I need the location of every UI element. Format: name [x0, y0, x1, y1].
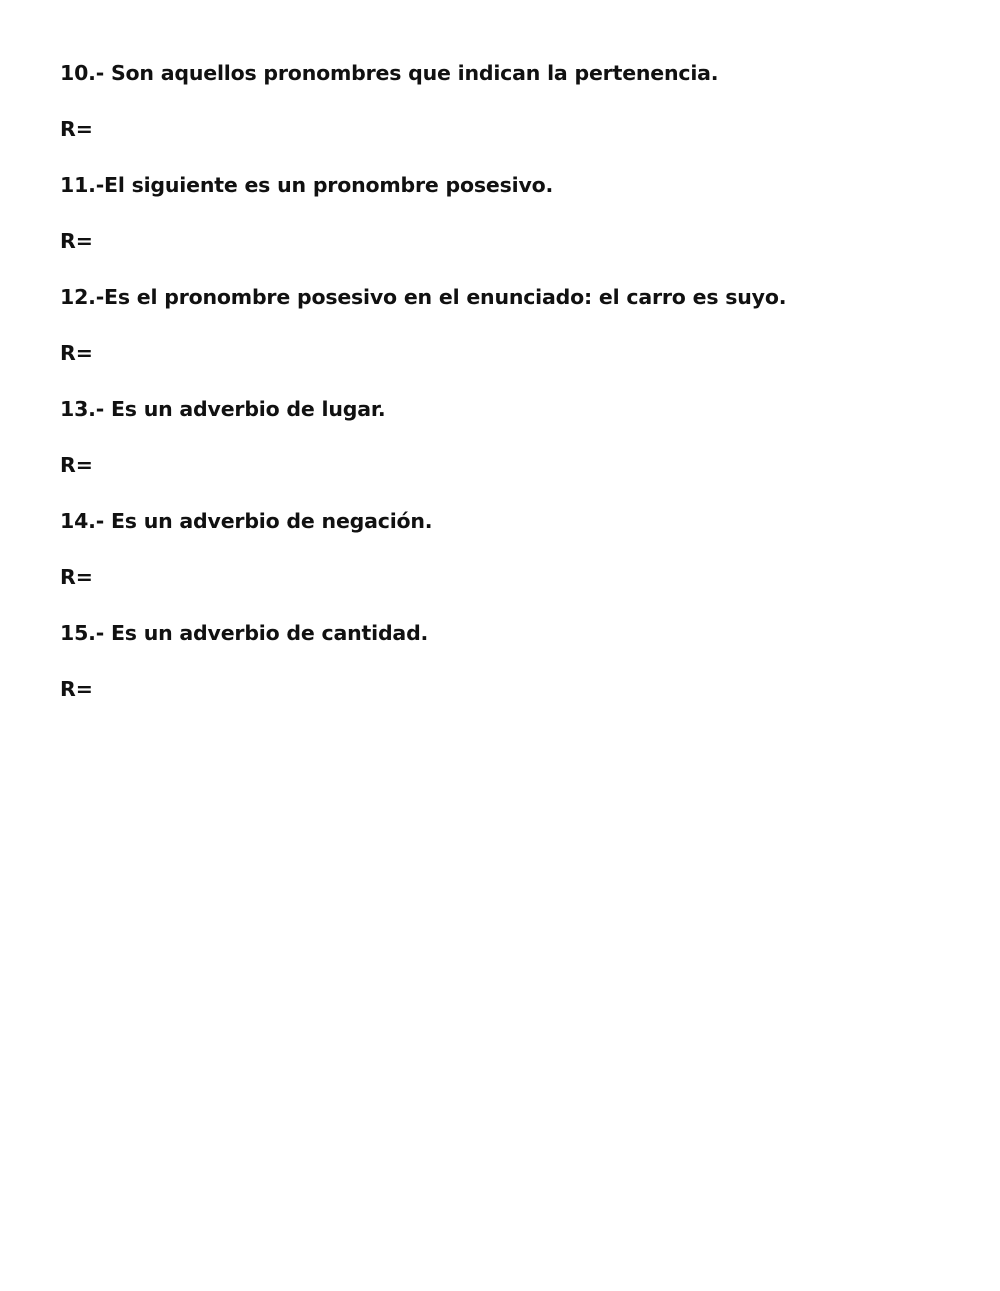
question-item-10: [60, 58, 960, 144]
question-text: 14.- Es un adverbio de negación.: [60, 509, 433, 533]
answer-label: R=: [60, 677, 93, 701]
question-text: 10.- Son aquellos pronombres que indican la pertenencia.: [60, 61, 719, 85]
question-item-11: [60, 170, 960, 256]
question-text: 11.-El siguiente es un pronombre posesivo.: [60, 173, 554, 197]
question-item-14: [60, 506, 960, 592]
question-text: 13.- Es un adverbio de lugar.: [60, 397, 386, 421]
answer-label: R=: [60, 341, 93, 365]
answer-label: R=: [60, 565, 93, 589]
answer-label: R=: [60, 453, 93, 477]
question-text: 15.- Es un adverbio de cantidad.: [60, 621, 429, 645]
question-item-13: [60, 394, 960, 480]
answer-label: R=: [60, 117, 93, 141]
answer-label: R=: [60, 229, 93, 253]
question-item-15: [60, 618, 960, 704]
worksheet: [60, 58, 960, 730]
question-text: 12.-Es el pronombre posesivo en el enunciado: el carro es suyo.: [60, 285, 787, 309]
question-item-12: [60, 282, 960, 368]
